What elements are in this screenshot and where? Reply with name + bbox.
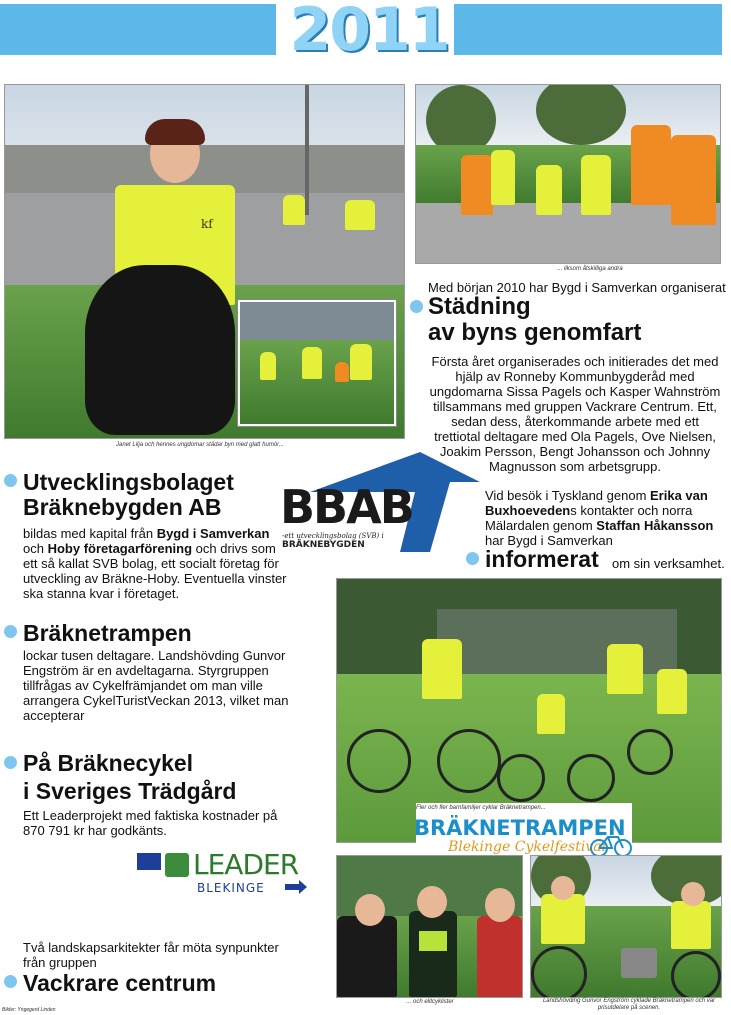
vackrare-intro: Två landskapsarkitekter får möta synpunkter från gruppen <box>23 940 279 970</box>
header-band-right <box>454 4 722 55</box>
vest-logo-text: kf <box>201 217 213 231</box>
informerat-tail: om sin verksamhet. <box>612 556 725 571</box>
eu-flag-icon <box>137 853 161 870</box>
photo-elite-cyclists <box>336 855 523 998</box>
utveckling-heading-line2: Bräknebygden AB <box>23 494 222 520</box>
page-title-year: 2011 <box>289 0 449 65</box>
caption-cleanup-group: ... liksom åtskilliga andra <box>557 266 623 272</box>
bbab-logo <box>280 452 480 552</box>
bullet-informerat <box>466 552 479 565</box>
bullet-stadning <box>410 300 423 313</box>
braknecykel-heading-line1: På Bräknecykel <box>23 750 194 776</box>
bullet-utveckling <box>4 474 17 487</box>
stadning-heading-line2: av byns genomfart <box>428 319 642 346</box>
stadning-heading-line1: Städning <box>428 293 531 320</box>
leader-emblem-icon <box>165 853 189 877</box>
photo-credit: Bilder: Yngegerd Linden <box>2 1007 56 1013</box>
photo-landshovding <box>530 855 722 998</box>
caption-families: Fler och fler barnfamiljer cyklar Bräknetrampen... <box>416 805 546 811</box>
bullet-braknetrampen <box>4 625 17 638</box>
braknetrampen-body: lockar tusen deltagare. Landshövding Gunvor Engström är en avdeltagarna. Styrgruppen tillfrågas av Cykelfrämjandet om man ville arrangera CykelTuristVeckan 2013, vilket man accepterar <box>23 648 289 723</box>
leader-region: BLEKINGE <box>197 881 265 895</box>
caption-janet-lilja: Janet Lilja och hennes ungdomar städar byn med glatt humör... <box>116 442 284 448</box>
caption-landshovding: Landshövding Gunvor Engström cyklade Bräknetrampen och var prisutdelare på scenen. <box>542 998 716 1011</box>
bullet-braknecykel <box>4 756 17 769</box>
leader-arrow-icon <box>285 880 307 894</box>
festival-logo <box>414 814 634 860</box>
header-band-left <box>0 4 276 55</box>
informerat-body: Vid besök i Tyskland genom Erika van Buxhoevedens kontakter och norra Mälardalen genom Staffan Håkansson har Bygd i Samverkan <box>485 488 714 548</box>
utveckling-heading-line1: Utvecklingsbolaget <box>23 469 234 495</box>
stadning-body: Första året organiserades och initierades det med hjälp av Ronneby Kommunbygderåd med ungdomarna Sissa Pagels och Kasper Wahnström tillsammans med gruppen Vackrare Centrum. Ett, sedan dess, återkommande arbete med ett trettiotal deltagare med Ola Pagels, Ove Nielsen, Joakim Persson, Bengt Johansson och Johnny Magnusson som arbetsgrupp. <box>429 354 721 474</box>
vackrare-heading: Vackrare centrum <box>23 970 217 996</box>
braknecykel-heading-line2: i Sveriges Trädgård <box>23 778 237 804</box>
bbab-name: BRÄKNEBYGDEN <box>282 540 365 550</box>
bullet-vackrare <box>4 975 17 988</box>
photo-cleanup-group <box>415 84 721 264</box>
festival-subtitle: Blekinge Cykelfestival <box>448 839 607 855</box>
leader-logo <box>137 850 307 898</box>
informerat-heading: informerat <box>485 546 599 572</box>
utveckling-body: bildas med kapital från Bygd i Samverkan och Hoby företagarförening och drivs som ett så kallat SVB bolag, ett socialt företag för utveckling av Bräkne-Hoby. Eventuella vinster ska stanna kvar i företaget. <box>23 526 287 601</box>
stadning-intro: Med början 2010 har Bygd i Samverkan organiserat <box>428 280 726 295</box>
leader-word: LEADER <box>193 848 299 881</box>
photo-inset-cleanup <box>238 300 396 426</box>
bbab-abbr: BBAB <box>280 480 413 534</box>
braknetrampen-heading: Bräknetrampen <box>23 620 192 646</box>
caption-elite-cyclists: ... och elitcyklister <box>406 999 454 1005</box>
bbab-tagline: -ett utvecklingsbolag (SVB) i <box>282 532 384 540</box>
festival-title: BRÄKNETRAMPEN <box>414 816 626 840</box>
braknecykel-body: Ett Leaderprojekt med faktiska kostnader på 870 791 kr har godkänts. <box>23 808 278 838</box>
